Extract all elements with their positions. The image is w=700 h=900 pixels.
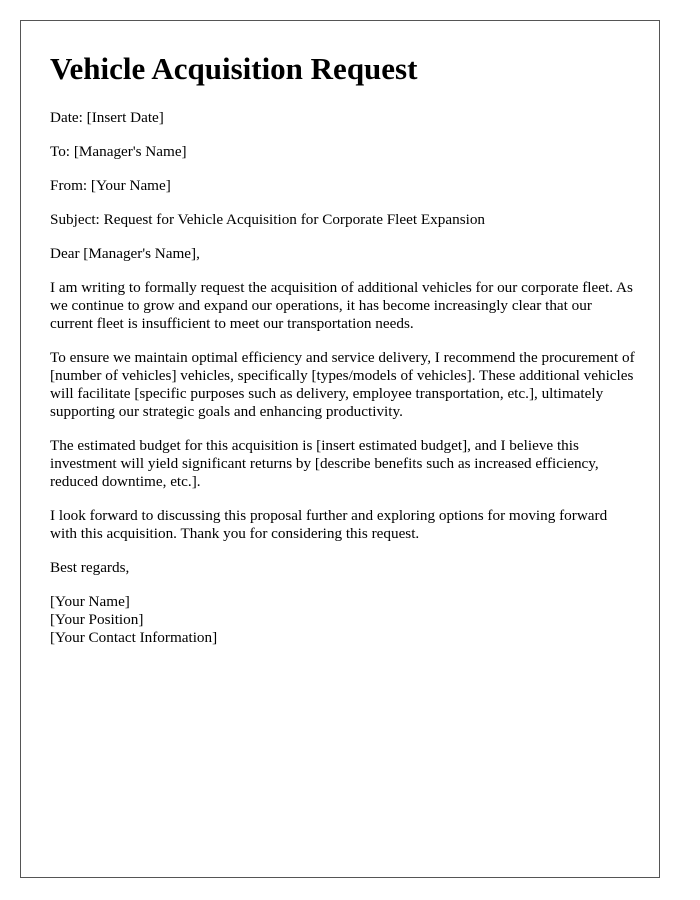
letter-page xyxy=(20,20,660,878)
letter-body xyxy=(50,51,635,647)
closing: Best regards, xyxy=(50,559,130,576)
signature-name: [Your Name] xyxy=(50,593,130,610)
signature-position: [Your Position] xyxy=(50,611,144,628)
paragraph-recommendation: To ensure we maintain optimal efficiency and service delivery, I recommend the procurement of [number of vehicles] vehicles, specifically [types/models of vehicles]. These additional vehicles will facilitate [specific purposes such as delivery, employee transportation, etc.], ultimately supporting our strategic goals and enhancing productivity. xyxy=(50,349,635,420)
letter-title: Vehicle Acquisition Request xyxy=(50,51,418,86)
paragraph-closing-remarks: I look forward to discussing this proposal further and exploring options for moving forward with this acquisition. Thank you for considering this request. xyxy=(50,507,608,542)
signature-contact: [Your Contact Information] xyxy=(50,629,218,646)
paragraph-request: I am writing to formally request the acquisition of additional vehicles for our corporate fleet. As we continue to grow and expand our operations, it has become increasingly clear that our current fleet is insufficient to meet our transportation needs. xyxy=(50,279,633,332)
paragraph-budget: The estimated budget for this acquisition is [insert estimated budget], and I believe this investment will yield significant returns by [describe benefits such as increased efficiency, reduced downtime, etc.]. xyxy=(50,437,599,490)
from-line: From: [Your Name] xyxy=(50,177,171,194)
date-line: Date: [Insert Date] xyxy=(50,109,164,126)
salutation: Dear [Manager's Name], xyxy=(50,245,200,262)
subject-line: Subject: Request for Vehicle Acquisition for Corporate Fleet Expansion xyxy=(50,211,486,228)
to-line: To: [Manager's Name] xyxy=(50,143,187,160)
signature-block xyxy=(50,593,635,647)
